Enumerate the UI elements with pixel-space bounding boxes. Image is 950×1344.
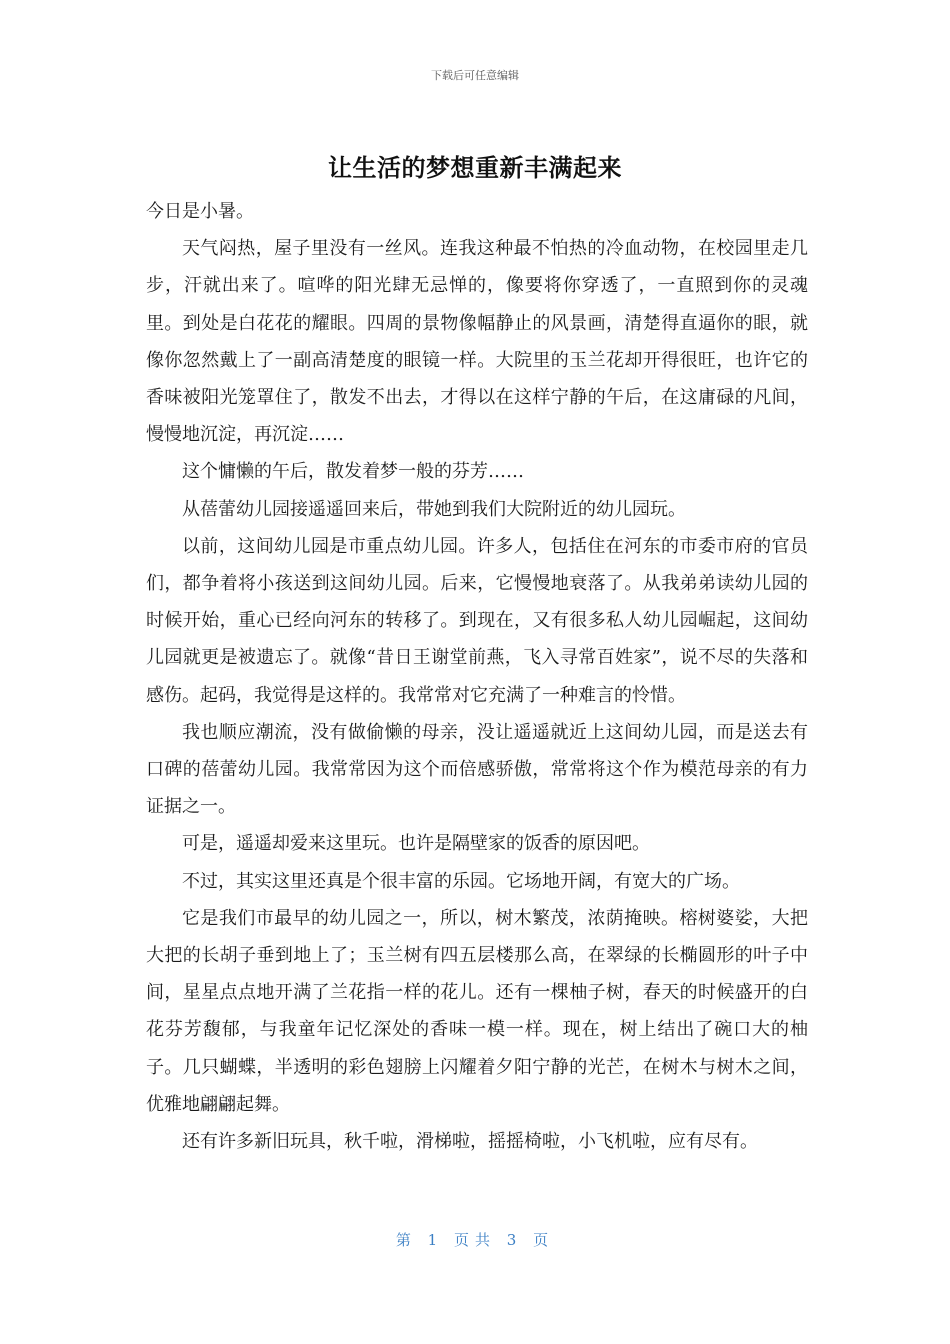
paragraph: 它是我们市最早的幼儿园之一，所以，树木繁茂，浓荫掩映。榕树婆娑，大把大把的长胡子垂到地上了；玉兰树有四五层楼那么高，在翠绿的长椭圆形的叶子中间，星星点点地开满了兰花指一样的花儿。还有一棵柚子树，春天的时候盛开的白花芬芳馥郁，与我童年记忆深处的香味一模一样。现在，树上结出了碗口大的柚子。几只蝴蝶，半透明的彩色翅膀上闪耀着夕阳宁静的光芒，在树木与树木之间，优雅地翩翩起舞。 xyxy=(146,907,808,1115)
paragraph: 天气闷热，屋子里没有一丝风。连我这种最不怕热的冷血动物，在校园里走几步，汗就出来了。喧哗的阳光肆无忌惮的，像要将你穿透了，一直照到你的灵魂里。到处是白花花的耀眼。四周的景物像幅静止的风景画，清楚得直逼你的眼，就像你忽然戴上了一副高清楚度的眼镜一样。大院里的玉兰花却开得很旺，也许它的香味被阳光笼罩住了，散发不出去，才得以在这样宁静的午后，在这庸碌的凡间，慢慢地沉淀，再沉淀…… xyxy=(146,238,808,446)
paragraph: 不过，其实这里还真是个很丰富的乐园。它场地开阔，有宽大的广场。 xyxy=(182,870,740,892)
paragraph: 这个慵懒的午后，散发着梦一般的芬芳…… xyxy=(182,461,524,483)
paragraph: 还有许多新旧玩具，秋千啦，滑梯啦，摇摇椅啦，小飞机啦，应有尽有。 xyxy=(182,1131,758,1153)
document-title: 让生活的梦想重新丰满起来 xyxy=(328,154,622,182)
paragraph: 可是，遥遥却爱来这里玩。也许是隔壁家的饭香的原因吧。 xyxy=(182,833,650,855)
document-body xyxy=(146,193,808,1160)
page-number-footer: 第 1 页共 3 页 xyxy=(395,1231,555,1249)
paragraph: 今日是小暑。 xyxy=(146,201,254,222)
header-note: 下载后可任意编辑 xyxy=(431,69,519,82)
paragraph: 我也顺应潮流，没有做偷懒的母亲，没让遥遥就近上这间幼儿园，而是送去有口碑的蓓蕾幼儿园。我常常因为这个而倍感骄傲，常常将这个作为模范母亲的有力证据之一。 xyxy=(146,721,808,818)
paragraph: 从蓓蕾幼儿园接遥遥回来后，带她到我们大院附近的幼儿园玩。 xyxy=(182,498,686,520)
paragraph: 以前，这间幼儿园是市重点幼儿园。许多人，包括住在河东的市委市府的官员们，都争着将小孩送到这间幼儿园。后来，它慢慢地衰落了。从我弟弟读幼儿园的时候开始，重心已经向河东的转移了。到现在，又有很多私人幼儿园崛起，这间幼儿园就更是被遗忘了。就像“昔日王谢堂前燕，飞入寻常百姓家”，说不尽的失落和感伤。起码，我觉得是这样的。我常常对它充满了一种难言的怜惜。 xyxy=(146,535,808,706)
